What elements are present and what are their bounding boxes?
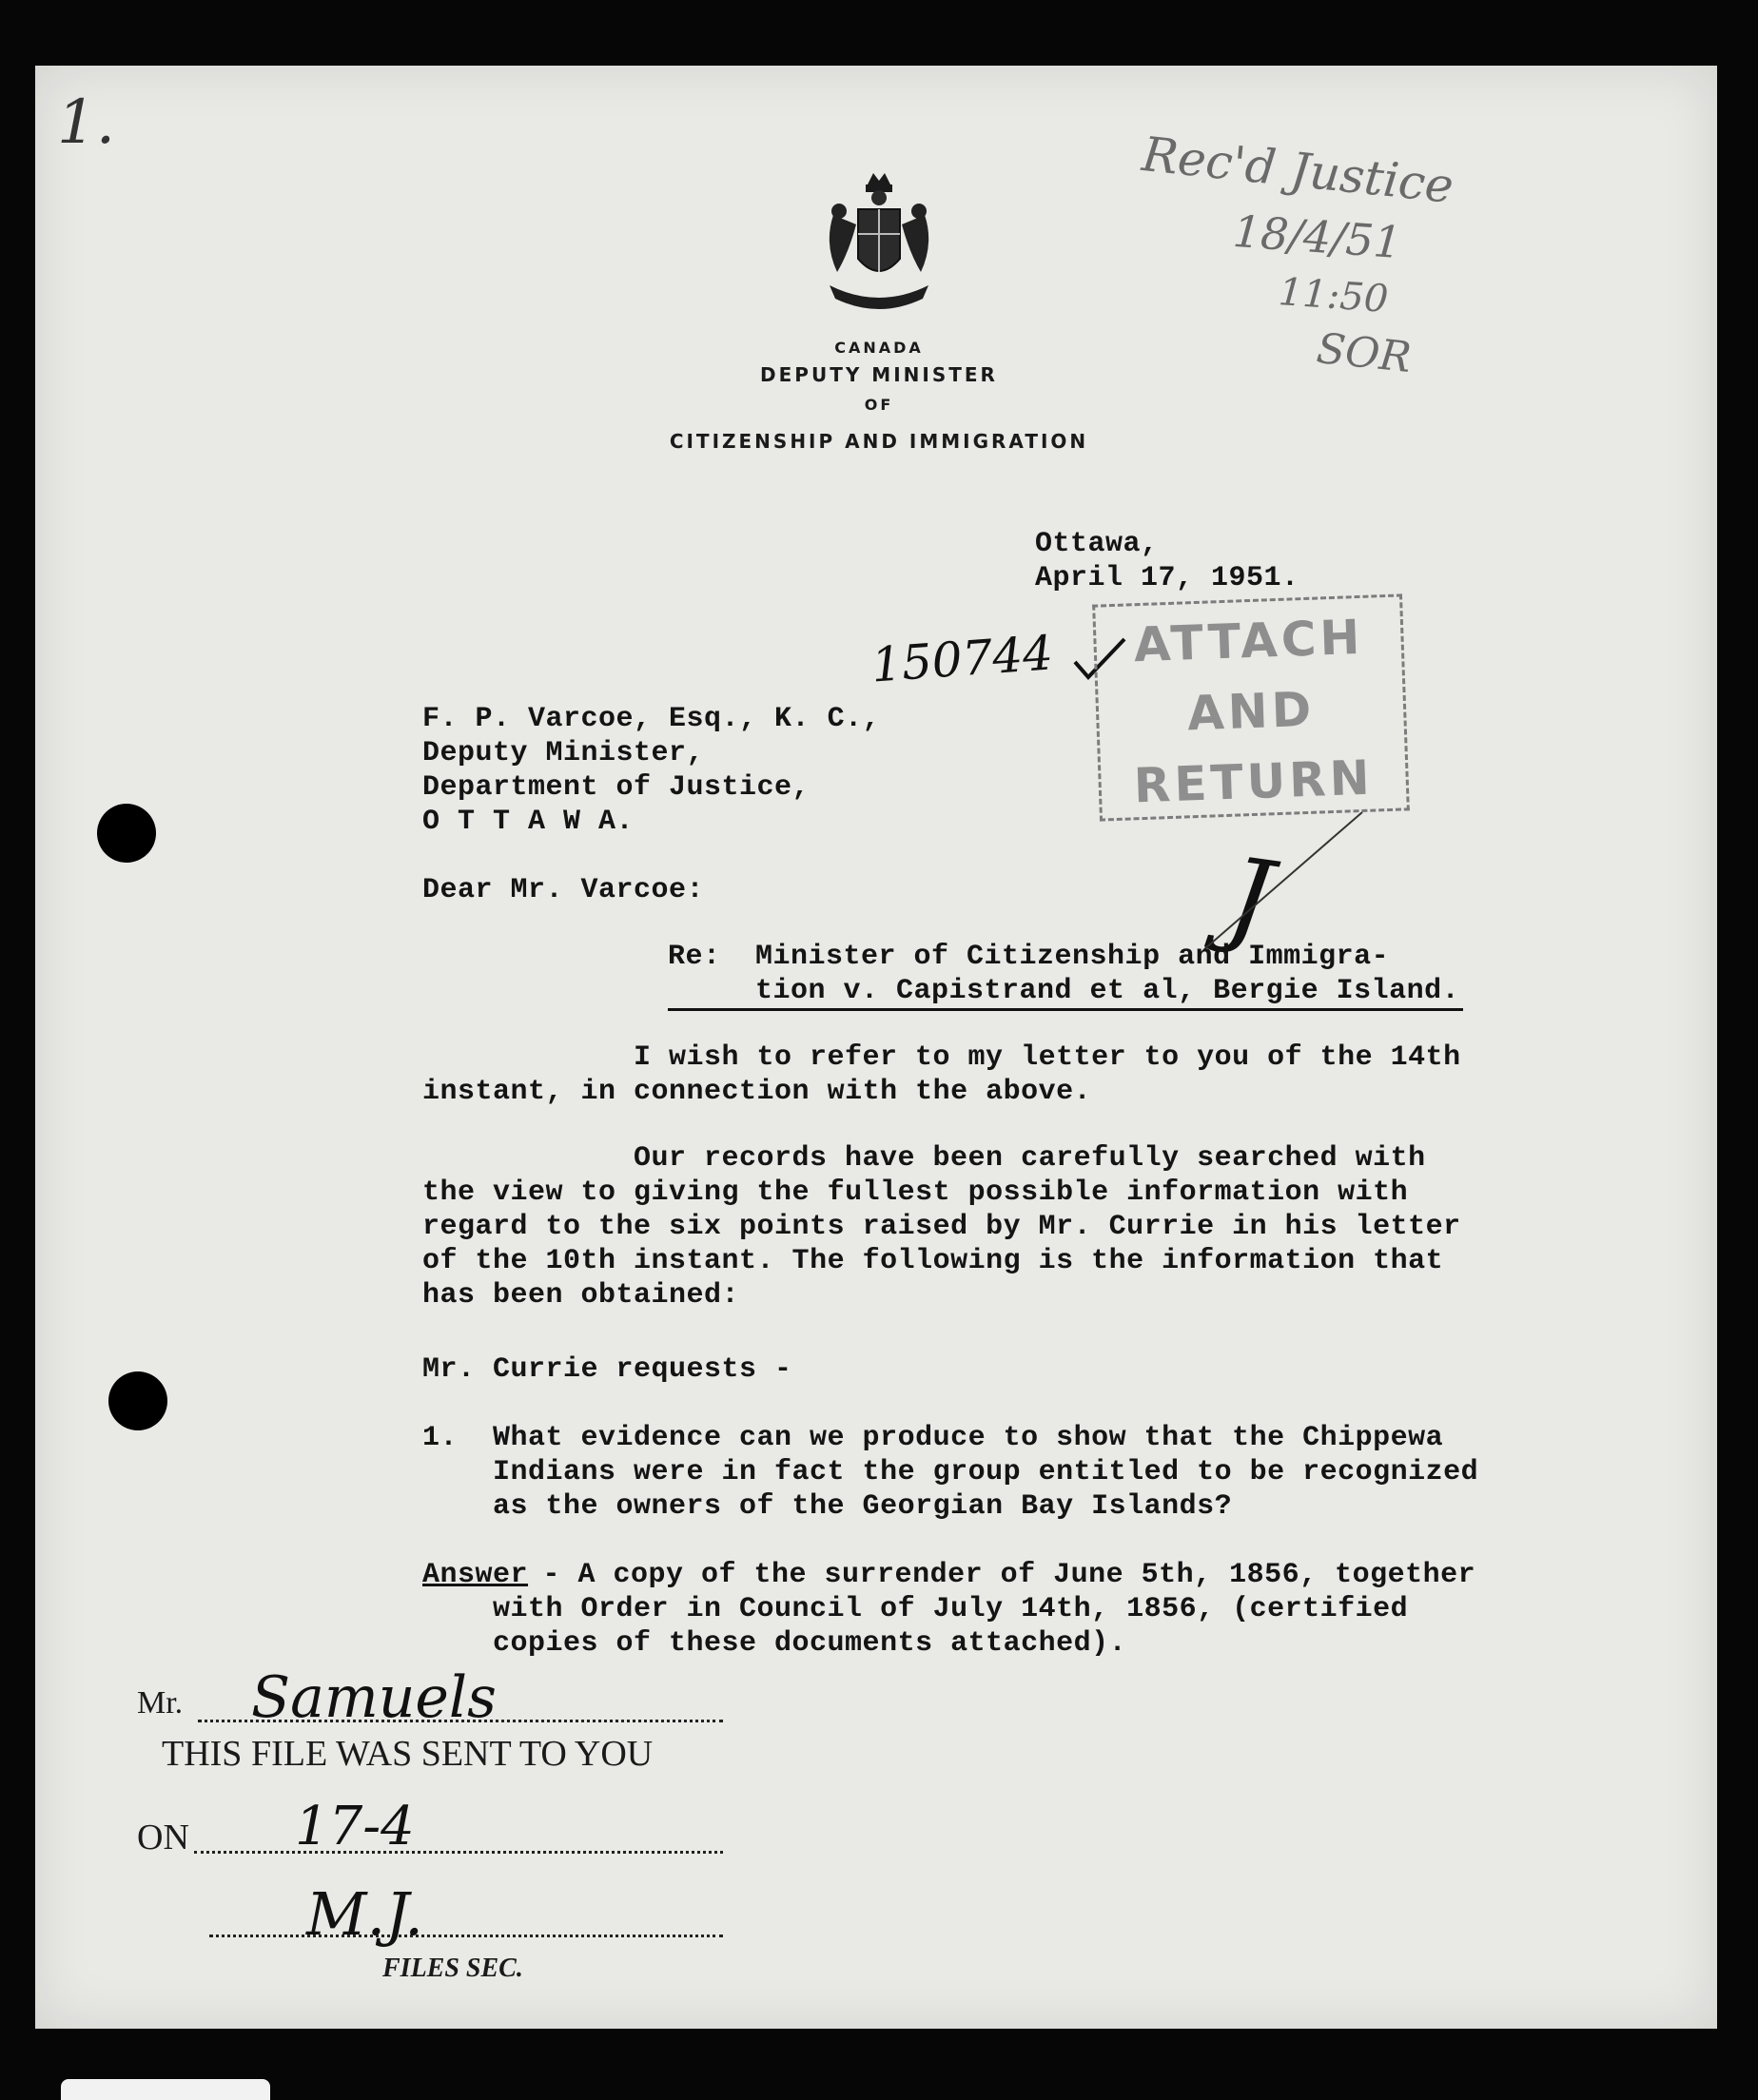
handwritten-receipt-line4: SOR [1314, 323, 1414, 383]
item1-number: 1. [422, 1422, 459, 1454]
answer-label: Answer [422, 1559, 529, 1591]
subject-underline [668, 1008, 1463, 1011]
stamp-line-attach: ATTACH [1132, 609, 1365, 673]
subject-line2: tion v. Capistrand et al, Bergie Island. [755, 975, 1460, 1007]
recipient-name: F. P. Varcoe, Esq., K. C., [422, 703, 881, 735]
punch-hole-upper [97, 804, 156, 863]
item1-line1: What evidence can we produce to show that the Chippewa [493, 1422, 1444, 1454]
subject-label: Re: [668, 941, 721, 973]
handwritten-file-number: 150744 [869, 625, 1055, 693]
recipient-city: O T T A W A. [422, 806, 635, 838]
handwritten-receipt-line3: 11:50 [1277, 270, 1390, 321]
file-stamp-on-label: ON [137, 1818, 189, 1857]
punch-hole-lower [108, 1371, 167, 1430]
file-stamp-initials-dots [209, 1935, 723, 1937]
body-para1-line1: I wish to refer to my letter to you of the 14th [634, 1041, 1461, 1074]
body-para1-line2: instant, in connection with the above. [422, 1076, 1092, 1108]
page-edge-tab [61, 2079, 270, 2100]
file-stamp-section: FILES SEC. [382, 1954, 523, 1983]
letterhead-title: DEPUTY MINISTER [760, 363, 998, 386]
letterhead-country: CANADA [834, 339, 924, 357]
dateline-date: April 17, 1951. [1035, 562, 1299, 594]
salutation: Dear Mr. Varcoe: [422, 874, 705, 906]
attach-and-return-stamp [1092, 593, 1410, 821]
body-para2-line1: Our records have been carefully searched with [634, 1142, 1426, 1175]
file-stamp-mr-value: Samuels [251, 1664, 497, 1731]
letterhead-of: OF [864, 396, 894, 414]
body-para2-line5: has been obtained: [422, 1279, 740, 1312]
recipient-title: Deputy Minister, [422, 737, 705, 769]
stamp-line-return: RETURN [1132, 749, 1375, 814]
body-para2-line2: the view to giving the fullest possible information with [422, 1176, 1409, 1209]
file-stamp-mr-label: Mr. [137, 1685, 184, 1721]
answer-line2: with Order in Council of July 14th, 1856, (certified [493, 1593, 1409, 1625]
item1-line3: as the owners of the Georgian Bay Islands? [493, 1490, 1233, 1523]
coat-of-arms-icon [820, 167, 938, 320]
file-stamp-sent-text: THIS FILE WAS SENT TO YOU [162, 1734, 654, 1774]
body-para2-line4: of the 10th instant. The following is the information that [422, 1245, 1444, 1277]
dateline-place: Ottawa, [1035, 528, 1159, 560]
body-para2-line3: regard to the six points raised by Mr. Currie in his letter [422, 1211, 1461, 1243]
requests-intro: Mr. Currie requests - [422, 1353, 792, 1386]
answer-line3: copies of these documents attached). [493, 1627, 1127, 1660]
recipient-department: Department of Justice, [422, 771, 811, 804]
file-stamp-initials-value: M.J. [306, 1879, 423, 1949]
handwritten-initial-stroke [1199, 807, 1370, 959]
corner-mark: 1. [57, 88, 116, 158]
stamp-line-and: AND [1186, 681, 1317, 742]
subject-line1: Minister of Citizenship and Immigra- [755, 941, 1390, 973]
handwritten-receipt-line1: Rec'd Justice [1139, 126, 1456, 215]
handwritten-receipt-line2: 18/4/51 [1231, 204, 1404, 269]
answer-line1: - A copy of the surrender of June 5th, 1856, together [525, 1559, 1476, 1591]
item1-line2: Indians were in fact the group entitled to be recognized [493, 1456, 1479, 1488]
file-stamp-on-dots [194, 1851, 723, 1854]
letterhead-department: CITIZENSHIP AND IMMIGRATION [669, 430, 1089, 453]
file-stamp-on-value: 17-4 [295, 1796, 415, 1857]
handwritten-initial: J [1221, 834, 1279, 962]
